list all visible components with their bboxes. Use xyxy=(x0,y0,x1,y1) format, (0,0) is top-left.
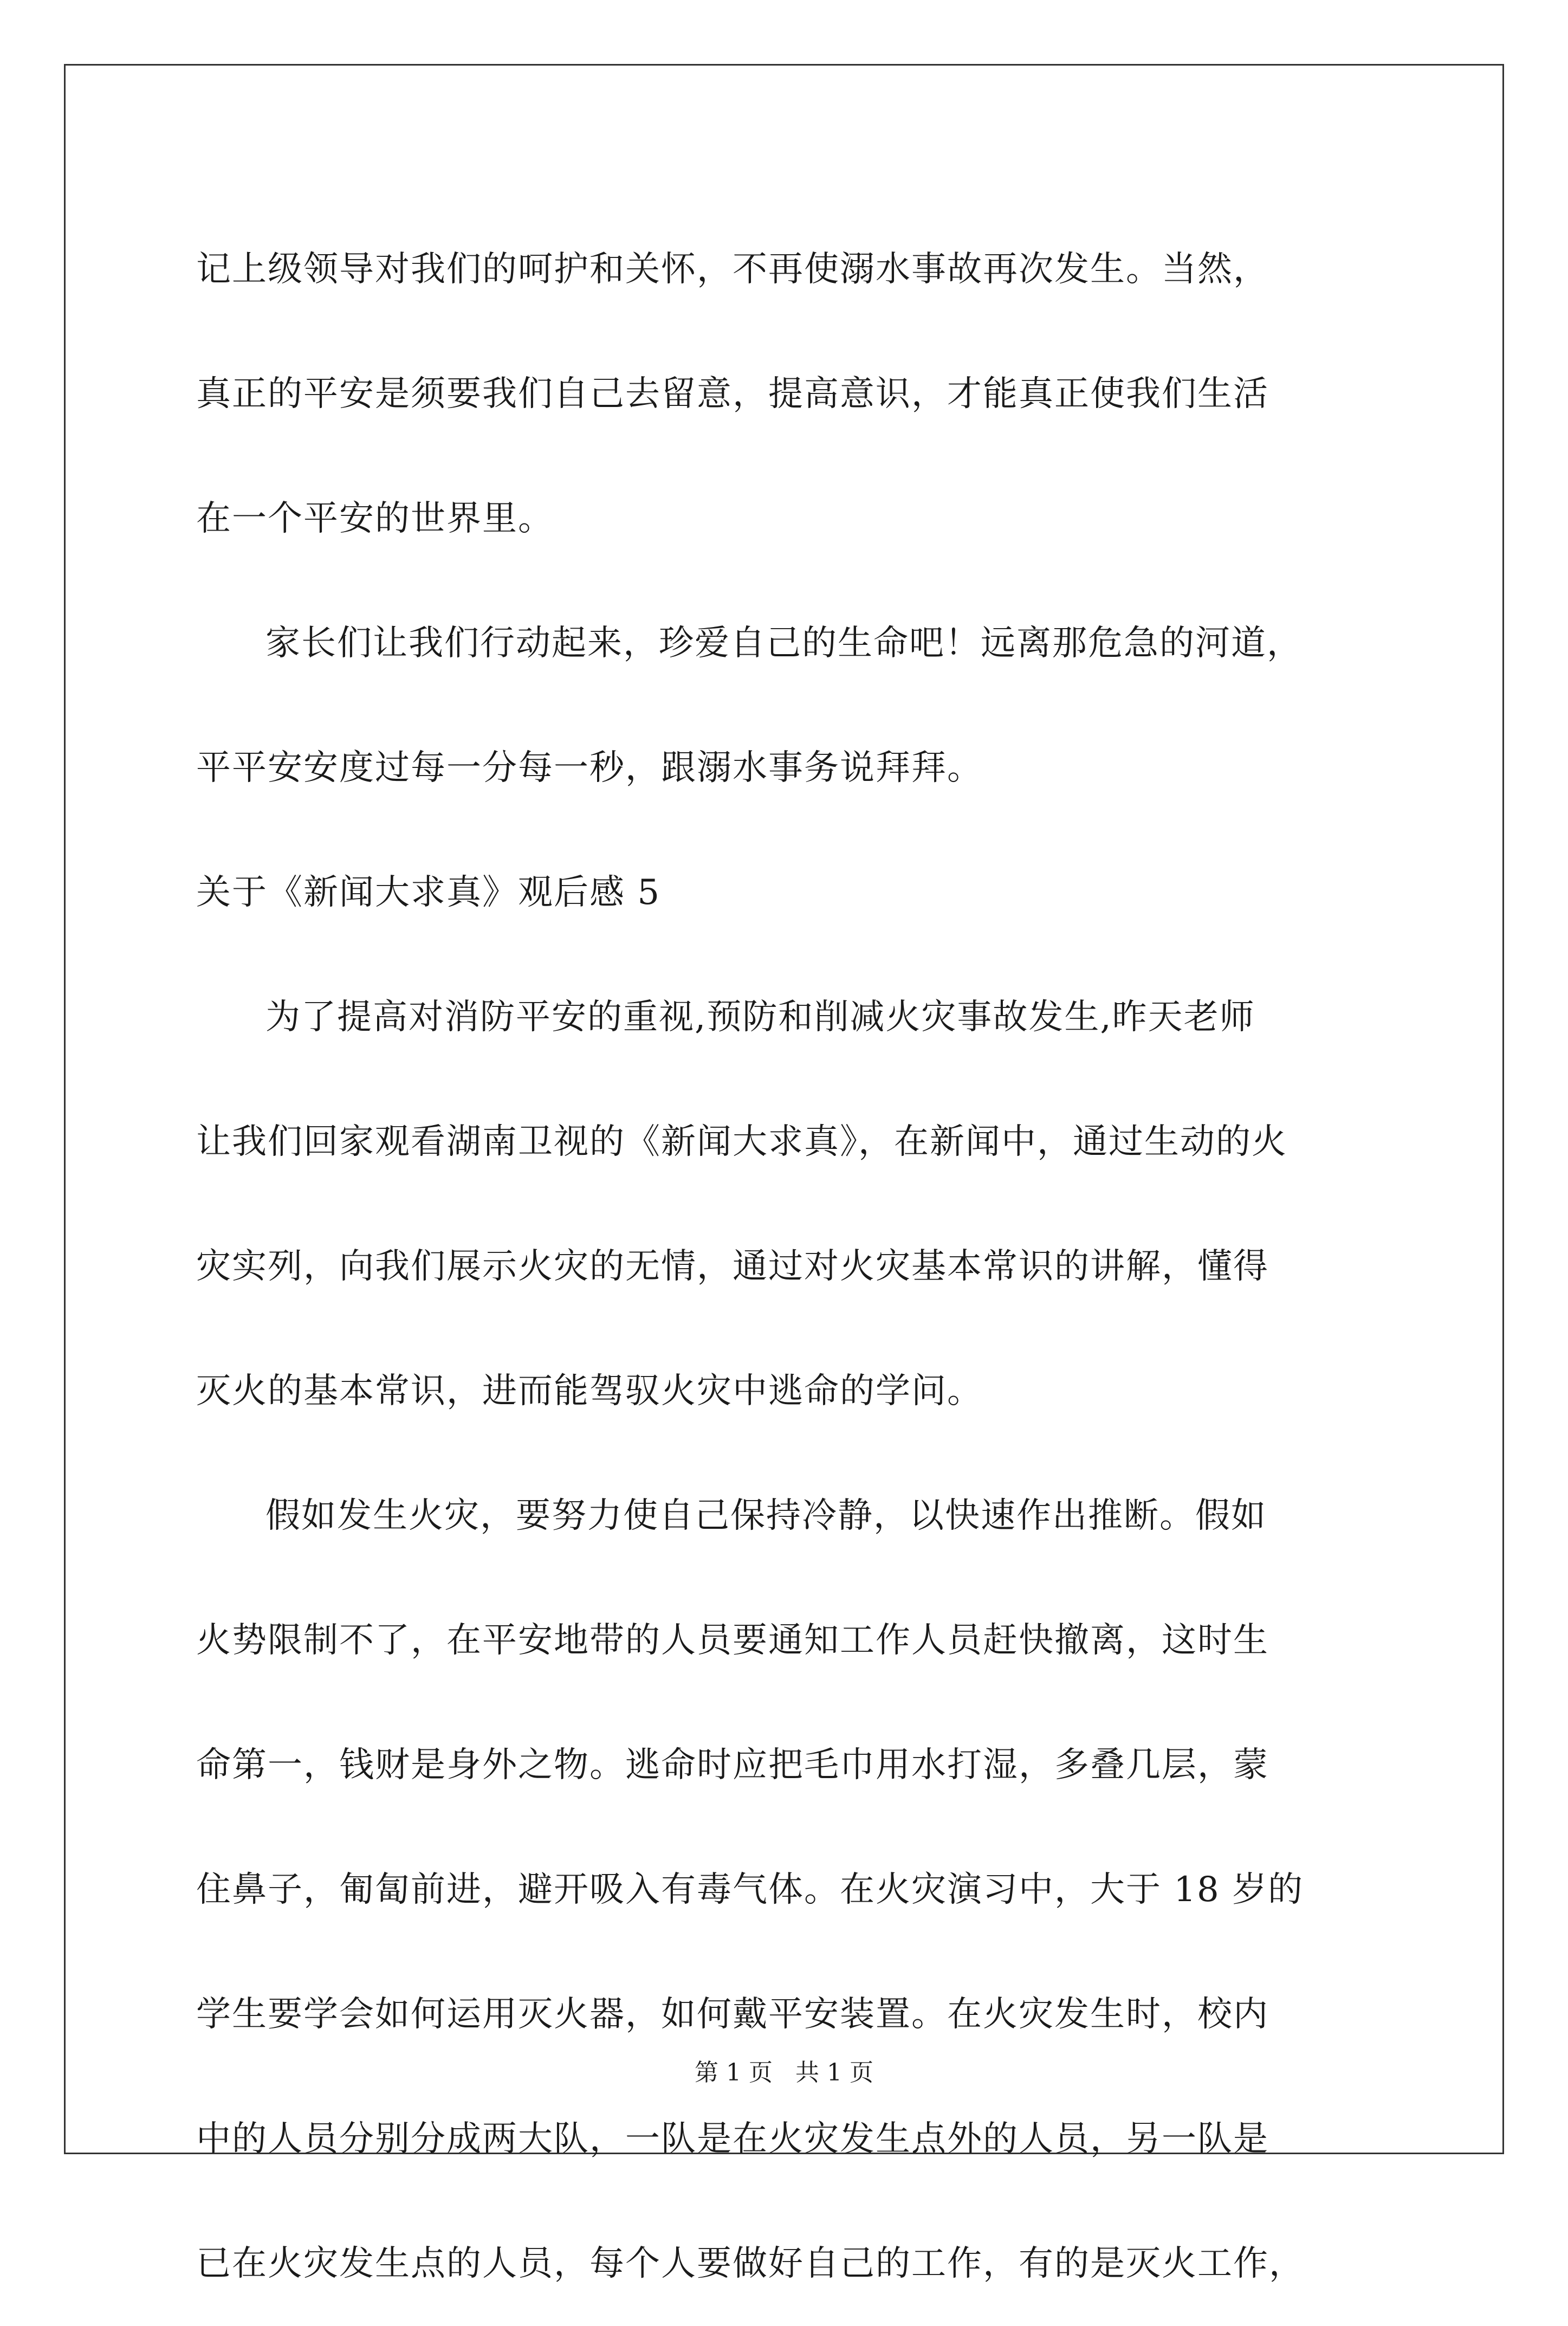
page-number: 第 1 页 xyxy=(695,2059,773,2086)
text-line: 在一个平安的世界里。 xyxy=(196,499,554,539)
text-line: 命第一，钱财是身外之物。逃命时应把毛巾用水打湿，多叠几层，蒙 xyxy=(196,1745,1269,1785)
text-line: 让我们回家观看湖南卫视的《新闻大求真》，在新闻中，通过生动的火 xyxy=(196,1122,1287,1162)
text-line: 中的人员分别分成两大队，一队是在火灾发生点外的人员，另一队是 xyxy=(196,2119,1269,2159)
text-line: 住鼻子，匍匐前进，避开吸入有毒气体。在火灾演习中，大于 18 岁的 xyxy=(196,1870,1304,1910)
text-line: 火势限制不了，在平安地带的人员要通知工作人员赶快撤离，这时生 xyxy=(196,1620,1269,1660)
page-total: 共 1 页 xyxy=(795,2059,873,2086)
page-footer xyxy=(0,2057,1568,2089)
document-body xyxy=(196,207,1388,2326)
text-line: 平平安安度过每一分每一秒，跟溺水事务说拜拜。 xyxy=(196,748,983,788)
text-line: 为了提高对消防平安的重视,预防和削减火灾事故发生,昨天老师 xyxy=(265,997,1255,1037)
text-line: 学生要学会如何运用灭火器，如何戴平安装置。在火灾发生时，校内 xyxy=(196,1994,1269,2034)
text-line: 灭火的基本常识，进而能驾驭火灾中逃命的学问。 xyxy=(196,1371,983,1411)
text-line: 真正的平安是须要我们自己去留意，提高意识，才能真正使我们生活 xyxy=(196,374,1269,414)
text-line: 家长们让我们行动起来，珍爱自己的生命吧！远离那危急的河道， xyxy=(265,623,1303,663)
section-heading: 关于《新闻大求真》观后感 5 xyxy=(196,873,661,913)
text-line: 灾实列，向我们展示火灾的无情，通过对火灾基本常识的讲解，懂得 xyxy=(196,1246,1269,1287)
text-line: 记上级领导对我们的呵护和关怀，不再使溺水事故再次发生。当然， xyxy=(196,249,1269,289)
text-line: 已在火灾发生点的人员，每个人要做好自己的工作，有的是灭火工作， xyxy=(196,2244,1305,2284)
text-line: 假如发生火灾，要努力使自己保持冷静，以快速作出推断。假如 xyxy=(265,1496,1267,1536)
footer-separator xyxy=(773,2059,795,2086)
